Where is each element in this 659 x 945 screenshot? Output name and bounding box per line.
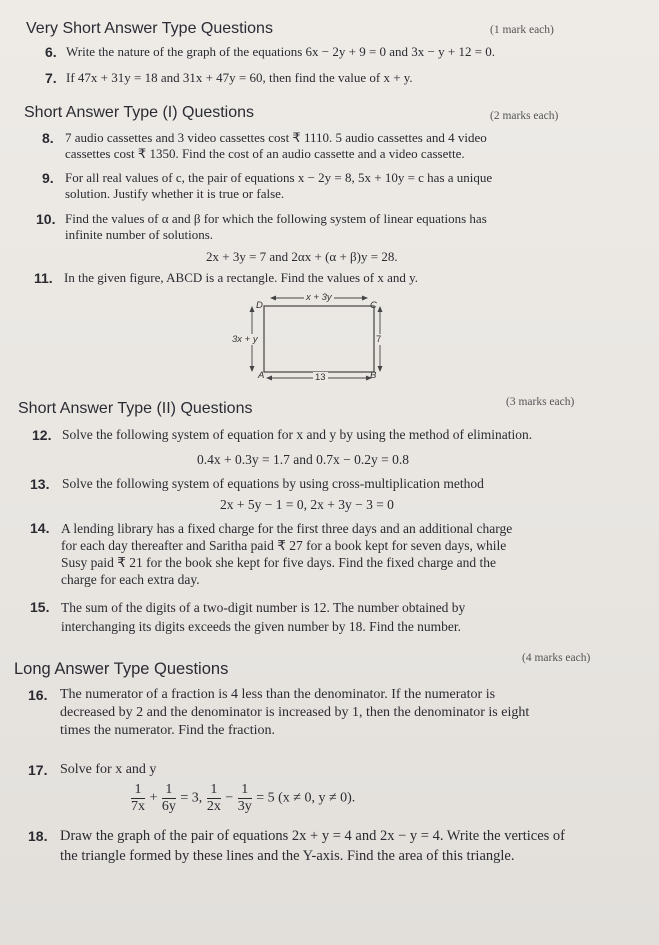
right-side-label: 7 — [376, 334, 382, 345]
fraction: $\frac{1}{2x}$ — [206, 782, 221, 814]
question-text-line: Susy paid ₹ 21 for the book she kept for five days. Find the fixed charge and the — [61, 555, 496, 570]
question-text-line: times the numerator. Find the fraction. — [60, 723, 276, 738]
vertex-a-label: A — [258, 370, 265, 381]
fraction: $\frac{1}{6y}$ — [161, 782, 176, 814]
question-text-line: solution. Justify whether it is true or false. — [65, 186, 285, 201]
question-text-line: For all real values of c, the pair of equations x − 2y = 8, 5x + 10y = c has a unique — [65, 170, 493, 185]
question-8 — [42, 130, 487, 162]
section-title-short-2: Short Answer Type (II) Questions — [18, 400, 253, 417]
question-number: 10. — [36, 211, 56, 227]
question-7 — [45, 70, 413, 86]
section-title-long: Long Answer Type Questions — [14, 660, 229, 678]
question-text-line: for each day thereafter and Saritha paid ₹ 27 for a book kept for seven days, while — [61, 538, 507, 553]
question-text-line: the triangle formed by these lines and the Y-axis. Find the area of this triangle. — [60, 848, 515, 864]
section-marks-short-2: (3 marks each) — [506, 396, 575, 408]
question-11 — [34, 270, 418, 286]
question-number: 16. — [28, 687, 48, 703]
vertex-b-label: B — [370, 370, 377, 381]
section-title-short-1: Short Answer Type (I) Questions — [24, 104, 255, 121]
question-number: 12. — [32, 427, 52, 443]
question-number: 7. — [45, 70, 57, 86]
vertex-d-label: D — [256, 300, 263, 311]
question-text: In the given figure, ABCD is a rectangle. Find the values of x and y. — [64, 270, 419, 285]
question-14 — [30, 520, 512, 588]
question-text-line: cassettes cost ₹ 1350. Find the cost of an audio cassette and a video cassette. — [65, 146, 465, 161]
top-side-label: x + 3y — [306, 292, 332, 303]
question-number: 6. — [45, 44, 57, 60]
question-number: 18. — [28, 828, 48, 844]
question-text-line: interchanging its digits exceeds the given number by 18. Find the number. — [61, 619, 462, 634]
bottom-side-label: 13 — [315, 372, 326, 383]
question-text: Solve for x and y — [60, 762, 157, 777]
section-marks-long: (4 marks each) — [522, 652, 591, 664]
left-side-label: 3x + y — [232, 334, 258, 345]
section-marks-short-1: (2 marks each) — [490, 110, 559, 122]
question-6 — [45, 44, 495, 60]
question-10 — [36, 211, 487, 243]
fraction: $\frac{1}{7x}$ — [131, 782, 145, 814]
question-text-line: The numerator of a fraction is 4 less than the denominator. If the numerator is — [60, 687, 496, 702]
question-10-equation: 2x + 3y = 7 and 2αx + (α + β)y = 28. — [206, 249, 398, 264]
question-18 — [28, 826, 565, 866]
question-9 — [42, 170, 492, 202]
question-text: Solve the following system of equation for x and y by using the method of elimination. — [62, 427, 533, 442]
question-text-line: 7 audio cassettes and 3 video cassettes cost ₹ 1110. 5 audio cassettes and 4 video — [65, 130, 487, 145]
question-number: 8. — [42, 130, 54, 146]
rectangle-figure — [230, 292, 390, 384]
question-13 — [30, 476, 484, 492]
question-number: 13. — [30, 476, 50, 492]
question-text: Solve the following system of equations by using cross-multiplication method — [62, 476, 484, 491]
question-text-line: Draw the graph of the pair of equations 2x + y = 4 and 2x − y = 4. Write the vertices of — [60, 828, 565, 844]
question-number: 9. — [42, 170, 54, 186]
question-17 — [28, 762, 156, 778]
question-text-line: charge for each extra day. — [61, 572, 200, 587]
question-text-line: infinite number of solutions. — [65, 227, 214, 242]
question-13-equation: 2x + 5y − 1 = 0, 2x + 3y − 3 = 0 — [220, 497, 394, 512]
question-text: If 47x + 31y = 18 and 31x + 47y = 60, then find the value of x + y. — [66, 70, 413, 85]
question-number: 17. — [28, 762, 48, 778]
question-text: Write the nature of the graph of the equations 6x − 2y + 9 = 0 and 3x − y + 12 = 0. — [66, 44, 496, 59]
question-number: 11. — [34, 270, 53, 286]
question-15 — [30, 598, 465, 636]
section-title-very-short: Very Short Answer Type Questions — [26, 20, 273, 37]
vertex-c-label: C — [370, 300, 377, 311]
question-12-equation: 0.4x + 0.3y = 1.7 and 0.7x − 0.2y = 0.8 — [197, 452, 409, 467]
question-text-line: A lending library has a fixed charge for the first three days and an additional charge — [61, 521, 513, 536]
question-16 — [28, 686, 529, 740]
section-marks-very-short: (1 mark each) — [490, 24, 554, 36]
question-number: 14. — [30, 520, 50, 536]
question-number: 15. — [30, 599, 50, 615]
question-text-line: Find the values of α and β for which the following system of linear equations has — [65, 211, 487, 226]
question-17-equation: $\frac{1}{7x}$ + $\frac{1}{6y}$ = 3, $\frac{1}{2x}$ − $\frac{1}{3y}$ = 5 (x ≠ 0, y ≠ 0). — [131, 782, 356, 814]
question-12 — [32, 427, 532, 443]
question-text-line: decreased by 2 and the denominator is increased by 1, then the denominator is eight — [60, 705, 530, 720]
fraction: $\frac{1}{3y}$ — [237, 782, 252, 814]
question-text-line: The sum of the digits of a two-digit number is 12. The number obtained by — [61, 600, 466, 615]
